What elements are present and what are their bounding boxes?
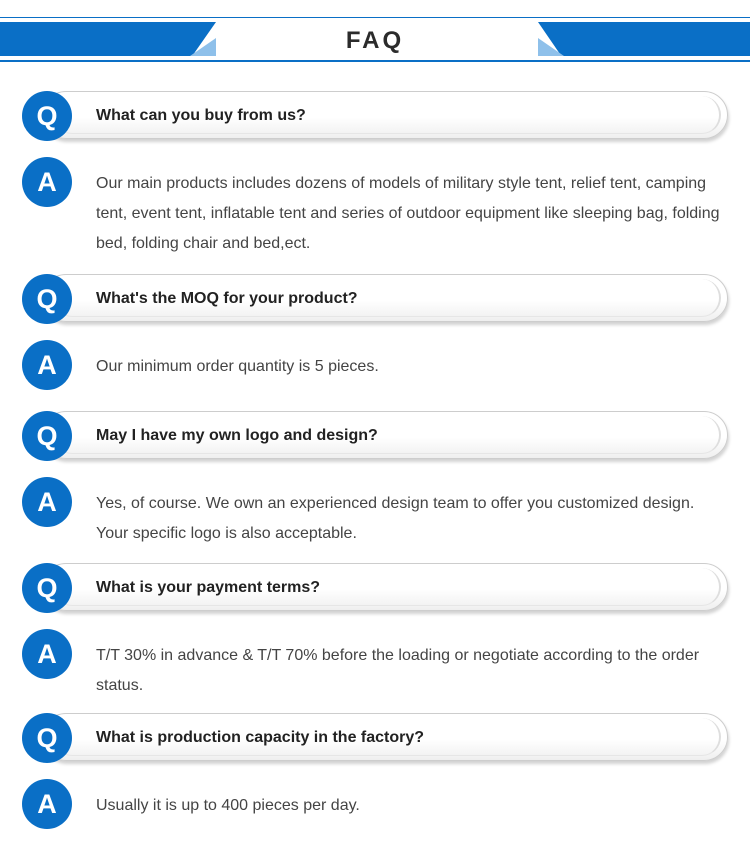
faq-answer-1 xyxy=(22,157,728,261)
faq-question-3 xyxy=(22,411,728,463)
q-badge-icon: Q xyxy=(22,91,72,141)
page-title: FAQ xyxy=(345,27,405,54)
answer-text: Our minimum order quantity is 5 pieces. xyxy=(96,358,379,375)
answer-text: T/T 30% in advance & T/T 70% before the loading or negotiate according to the order status. xyxy=(96,647,700,694)
faq-question-1 xyxy=(22,91,728,143)
faq-question-2 xyxy=(22,274,728,326)
q-badge-icon: Q xyxy=(22,411,72,461)
banner-top-line xyxy=(0,17,750,18)
faq-answer-4 xyxy=(22,629,728,703)
faq-answer-3 xyxy=(22,477,728,551)
a-badge-icon: A xyxy=(22,779,72,829)
a-badge-icon: A xyxy=(22,477,72,527)
a-badge-icon: A xyxy=(22,340,72,390)
banner-right-block xyxy=(538,22,750,56)
question-text: What can you buy from us? xyxy=(96,107,306,124)
banner-bottom-line xyxy=(0,60,750,62)
question-text: What's the MOQ for your product? xyxy=(96,290,358,307)
banner-left-block xyxy=(0,22,216,56)
faq-banner xyxy=(0,0,750,62)
question-text: What is production capacity in the factory? xyxy=(96,729,425,746)
a-badge-icon: A xyxy=(22,157,72,207)
faq-question-4 xyxy=(22,563,728,615)
faq-answer-5 xyxy=(22,779,728,831)
a-badge-icon: A xyxy=(22,629,72,679)
question-text: What is your payment terms? xyxy=(96,579,321,596)
faq-answer-2 xyxy=(22,340,728,392)
faq-question-5 xyxy=(22,713,728,765)
answer-text: Yes, of course. We own an experienced design team to offer you customized design. Your specific logo is also acceptable. xyxy=(96,495,695,542)
answer-text: Usually it is up to 400 pieces per day. xyxy=(96,797,360,814)
question-text: May I have my own logo and design? xyxy=(96,427,378,444)
q-badge-icon: Q xyxy=(22,713,72,763)
q-badge-icon: Q xyxy=(22,563,72,613)
q-badge-icon: Q xyxy=(22,274,72,324)
answer-text: Our main products includes dozens of models of military style tent, relief tent, camping tent, event tent, inflatable tent and series of outdoor equipment like sleeping bag, folding bed, folding chair and bed,ect. xyxy=(96,175,720,252)
